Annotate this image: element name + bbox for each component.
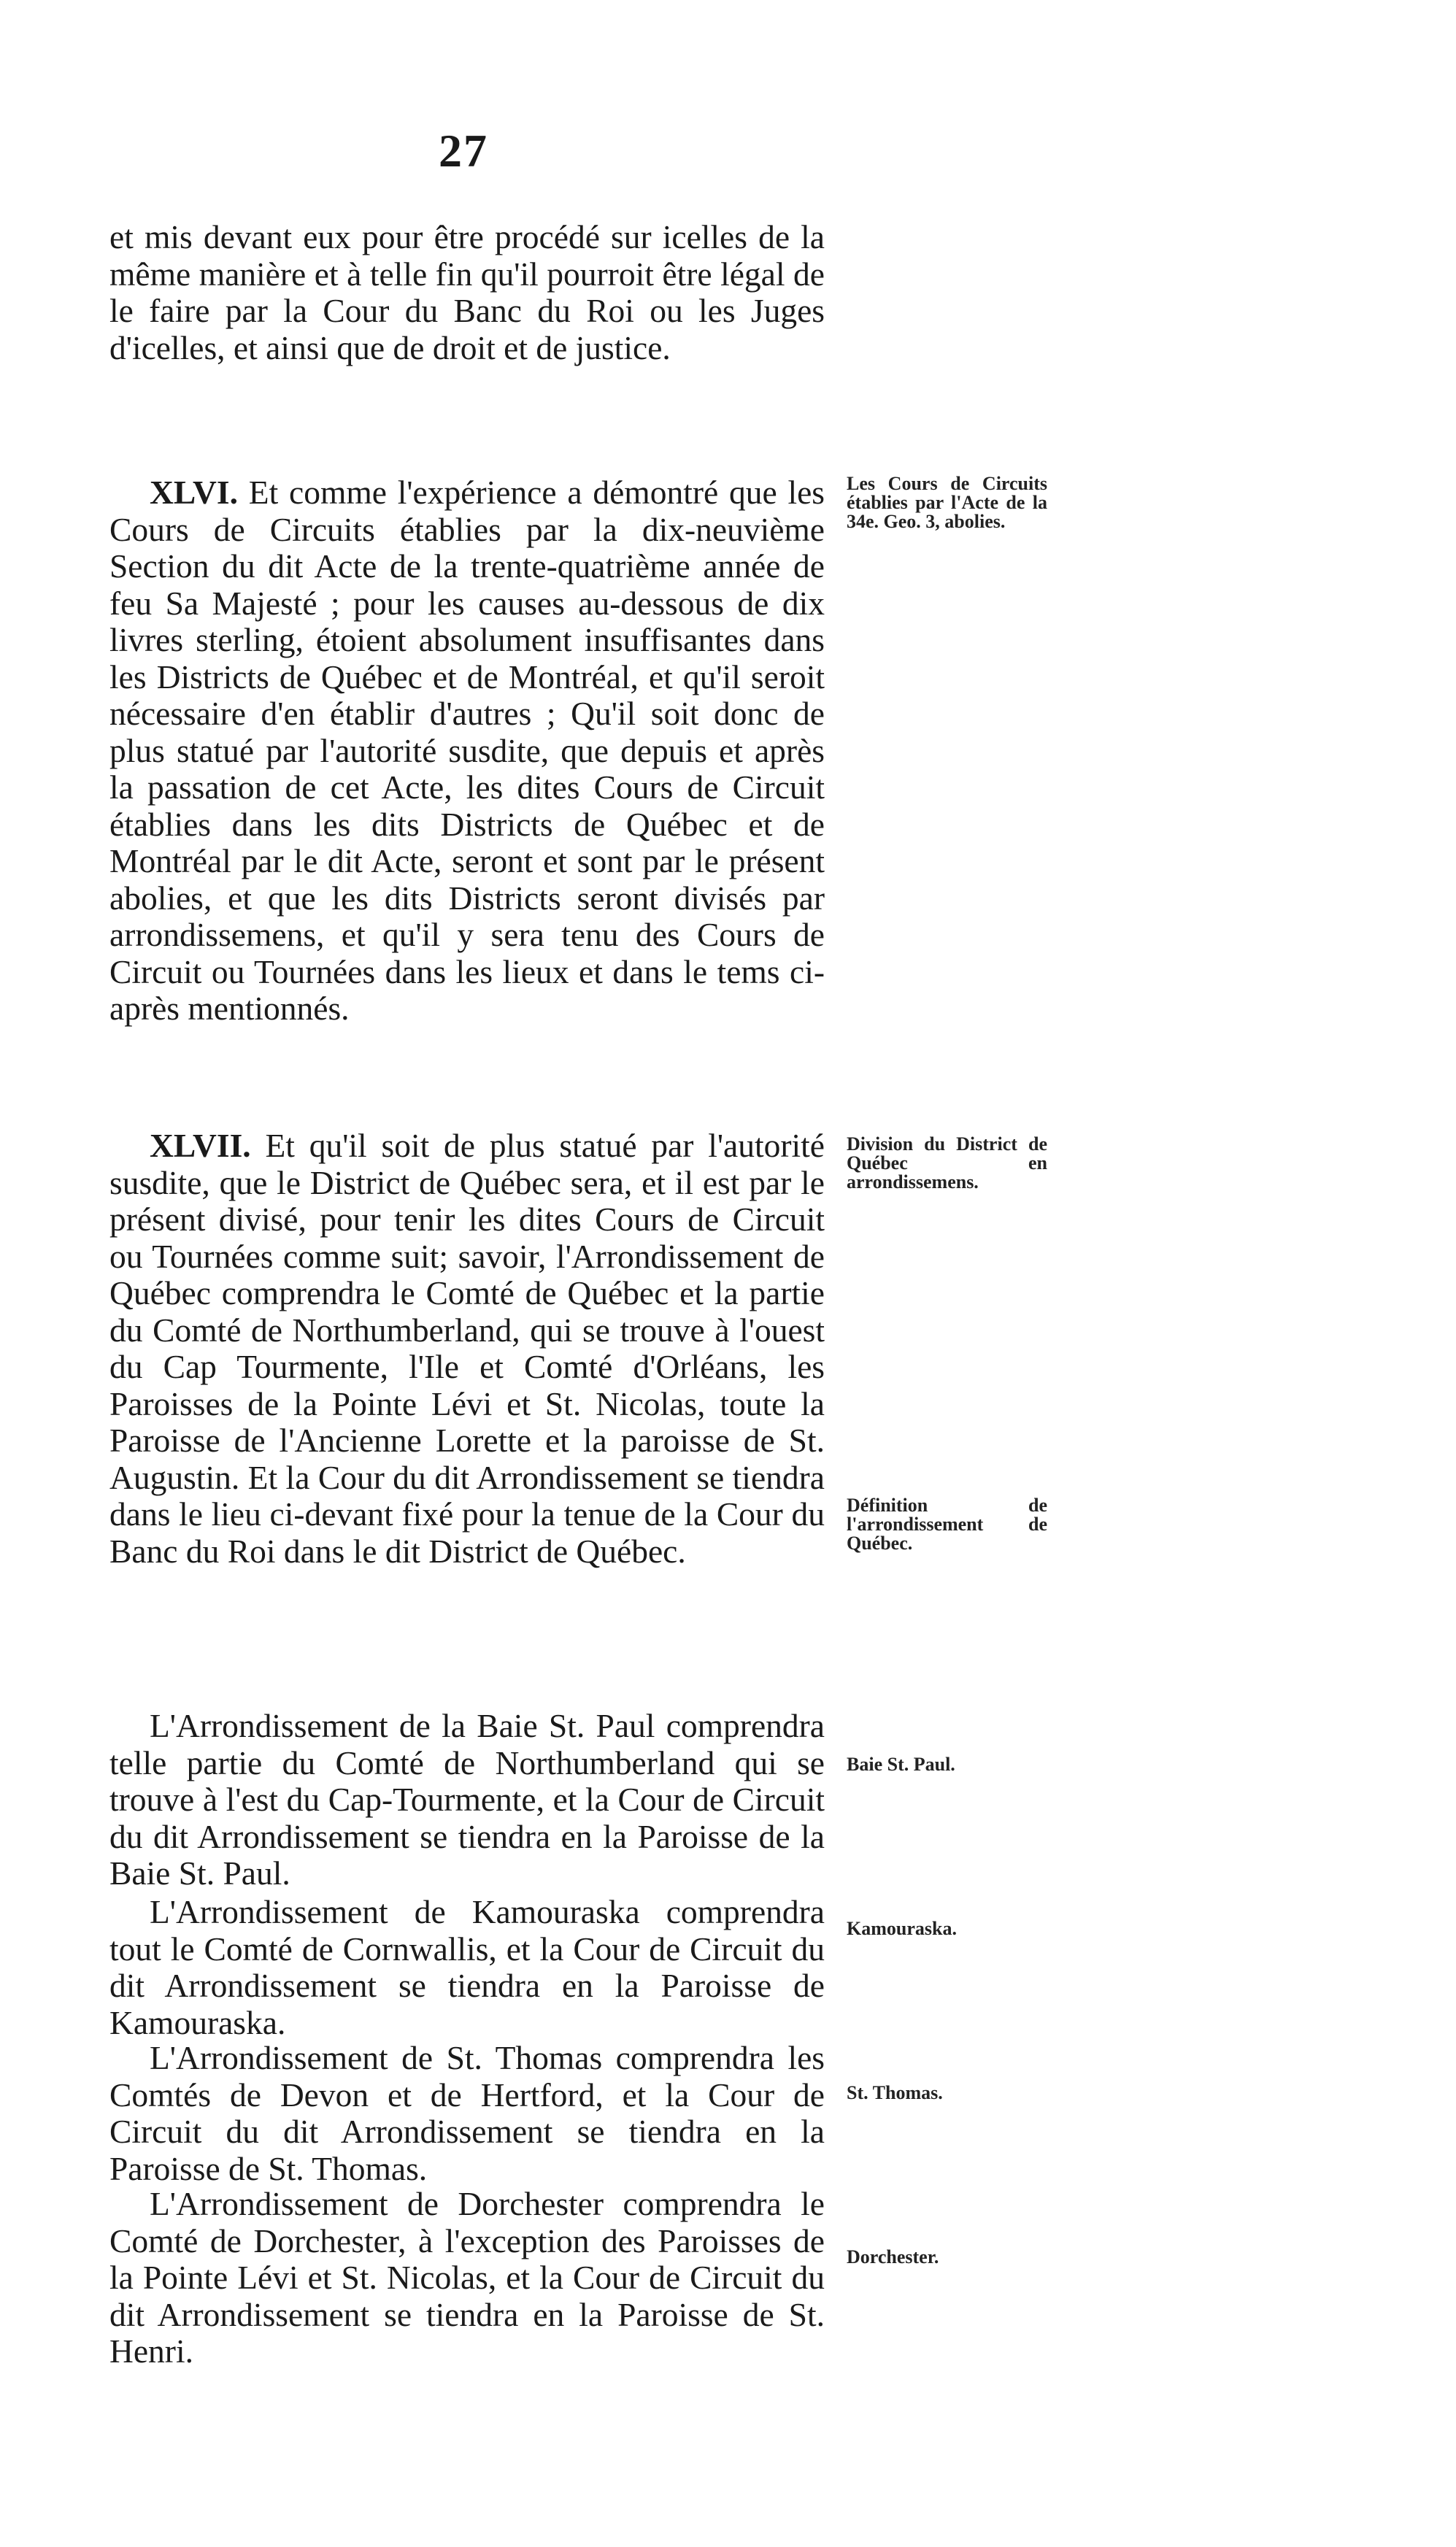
section-xlvii-paragraph (109, 1128, 825, 1570)
paragraph-st-thomas: L'Arrondissement de St. Thomas comprendra les Comtés de Devon et de Hertford, et la Cour de Circuit du dit Arrondissement se tiendra en la Paroisse de St. Thomas. (109, 2039, 825, 2187)
margin-note-definition-quebec: Définition de l'arrondissement de Québec. (847, 1495, 1047, 1554)
page-number: 27 (439, 125, 488, 177)
margin-note-dorchester: Dorchester. (847, 2246, 939, 2267)
margin-note-baie-st-paul: Baie St. Paul. (847, 1754, 955, 1775)
section-xlvi-text: Et comme l'expérience a démontré que les Cours de Circuits établies par la dix-neuvième Section du dit Acte de la trente-quatrième année de feu Sa Majesté ; pour les causes au-dessous de dix livres sterling, étoient absolument insuffisantes dans les Districts de Québec et de Montréal, et qu'il seroit nécessaire d'en établir d'autres ; Qu'il soit donc de plus statué par l'autorité susdite, que depuis et après la passation de cet Acte, les dites Cours de Circuit établies dans les dits Districts de Québec et de Montréal par le dit Acte, seront et sont par le présent abolies, et que les dits Districts seront divisés par arrondissemens, et qu'il y sera tenu des Cours de Circuit ou Tournées dans les lieux et dans le tems ci-après mentionnés. (109, 474, 825, 1027)
margin-note-division-district: Division du District de Québec en arrondissemens. (847, 1133, 1047, 1192)
paragraph-baie-st-paul: L'Arrondissement de la Baie St. Paul comprendra telle partie du Comté de Northumberland qui se trouve à l'est du Cap-Tourmente, et la Cour de Circuit du dit Arrondissement se tiendra en la Paroisse de la Baie St. Paul. (109, 1707, 825, 1892)
section-xlvii-text: Et qu'il soit de plus statué par l'autorité susdite, que le District de Québec sera, et il est par le présent divisé, pour tenir les dites Cours de Circuit ou Tournées comme suit; savoir, l'Arrondissement de Québec comprendra le Comté de Québec et la partie du Comté de Northumberland, qui se trouve à l'ouest du Cap Tourmente, l'Ile et Comté d'Orléans, les Paroisses de la Pointe Lévi et St. Nicolas, toute la Paroisse de l'Ancienne Lorette et la paroisse de St. Augustin. Et la Cour du dit Arrondissement se tiendra dans le lieu ci-devant fixé pour la tenue de la Cour du Banc du Roi dans le dit District de Québec. (109, 1127, 825, 1570)
section-number-xlvi: XLVI. (150, 474, 238, 511)
paragraph-dorchester: L'Arrondissement de Dorchester comprendra le Comté de Dorchester, à l'exception des Paroisses de la Pointe Lévi et St. Nicolas, et la Cour de Circuit du dit Arrondissement se tiendra en la Paroisse de St. Henri. (109, 2185, 825, 2370)
margin-note-st-thomas: St. Thomas. (847, 2082, 943, 2103)
paragraph-continuation: et mis devant eux pour être procédé sur icelles de la même manière et à telle fin qu'il pourroit être légal de le faire par la Cour du Banc du Roi ou les Juges d'icelles, et ainsi que de droit et de justice. (109, 218, 825, 366)
paragraph-kamouraska: L'Arrondissement de Kamouraska comprendra tout le Comté de Cornwallis, et la Cour de Circuit du dit Arrondissement se tiendra en la Paroisse de Kamouraska. (109, 1893, 825, 2041)
margin-note-circuits-abolished: Les Cours de Circuits établies par l'Acte de la 34e. Geo. 3, abolies. (847, 473, 1047, 532)
margin-note-kamouraska: Kamouraska. (847, 1918, 957, 1939)
section-number-xlvii: XLVII. (150, 1127, 251, 1164)
section-xlvi-paragraph (109, 474, 825, 1028)
